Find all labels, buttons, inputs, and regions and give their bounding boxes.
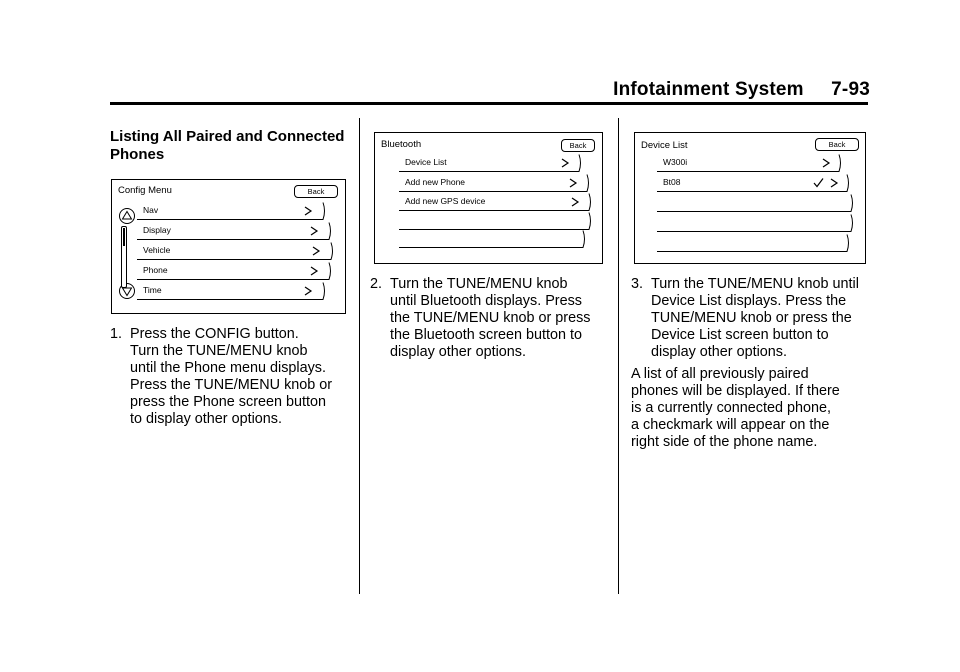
device-item-empty-3[interactable] — [657, 234, 851, 252]
column-divider-1 — [359, 118, 360, 594]
chevron-right-icon — [572, 198, 578, 206]
device-list-title: Device List — [641, 140, 688, 151]
device-list-back-button[interactable]: Back — [815, 138, 859, 151]
chevron-right-icon — [305, 207, 311, 215]
bluetooth-back-button[interactable]: Back — [561, 139, 595, 152]
header-rule — [110, 102, 868, 105]
menu-item-empty-1[interactable] — [399, 212, 593, 230]
step-text-line: the Bluetooth screen button to — [390, 327, 583, 343]
menu-item-empty-2[interactable] — [399, 230, 587, 248]
menu-item-label: Phone — [143, 265, 168, 275]
menu-item-label: Add new GPS device — [405, 196, 486, 206]
menu-item-add-new-phone[interactable] — [399, 174, 591, 192]
step-1 — [110, 326, 350, 428]
step-2 — [370, 276, 610, 361]
page-header-title: Infotainment System 7-93 — [613, 79, 870, 100]
step-number: 1. — [110, 326, 123, 342]
device-item-empty-2[interactable] — [657, 214, 855, 232]
menu-item-label: Nav — [143, 205, 159, 215]
chevron-right-icon — [831, 179, 837, 187]
step-text-line: to display other options. — [130, 411, 282, 427]
chevron-right-icon — [311, 227, 317, 235]
menu-item-label: Device List — [405, 157, 447, 167]
step-text-line: display other options. — [651, 344, 787, 360]
menu-item-label: Vehicle — [143, 245, 171, 255]
note-text-line: right side of the phone name. — [631, 434, 818, 450]
menu-item-time[interactable] — [137, 282, 327, 300]
step-text-line: TUNE/MENU knob or press the — [651, 310, 852, 326]
menu-item-label: Display — [143, 225, 171, 235]
menu-item-label: Add new Phone — [405, 177, 466, 187]
step-text-line: the TUNE/MENU knob or press — [390, 310, 591, 326]
bluetooth-title: Bluetooth — [381, 139, 422, 150]
config-menu-title: Config Menu — [118, 185, 172, 196]
step-text-line: Turn the TUNE/MENU knob — [390, 276, 568, 292]
config-back-button[interactable]: Back — [294, 185, 338, 198]
chevron-right-icon — [570, 179, 576, 187]
device-item-empty-1[interactable] — [657, 194, 855, 212]
step-text-line: until Bluetooth displays. Press — [390, 293, 582, 309]
chevron-right-icon — [305, 287, 311, 295]
step-text-line: press the Phone screen button — [130, 394, 327, 410]
chevron-right-icon — [562, 159, 568, 167]
chevron-right-icon — [311, 267, 317, 275]
menu-item-vehicle[interactable] — [137, 242, 335, 260]
step-text-line: display other options. — [390, 344, 526, 360]
note-text-line: a checkmark will appear on the — [631, 417, 830, 433]
step-text-line: Press the CONFIG button. — [130, 326, 299, 342]
step-3 — [631, 276, 871, 361]
step-text-line: Turn the TUNE/MENU knob until — [651, 276, 859, 292]
device-name: W300i — [663, 157, 688, 167]
step-text-line: until the Phone menu displays. — [130, 360, 326, 376]
device-item-bt08[interactable] — [657, 174, 851, 192]
device-item-w300i[interactable] — [657, 154, 843, 172]
note-text-line: is a currently connected phone, — [631, 400, 831, 416]
menu-item-phone[interactable] — [137, 262, 333, 280]
note-text-line: A list of all previously paired — [631, 366, 809, 382]
device-name: Bt08 — [663, 177, 681, 187]
chevron-right-icon — [823, 159, 829, 167]
menu-item-device-list[interactable] — [399, 154, 583, 172]
step-text-line: Turn the TUNE/MENU knob — [130, 343, 308, 359]
chevron-right-icon — [313, 247, 319, 255]
step-text-line: Device List screen button to — [651, 327, 829, 343]
scrollbar-thumb[interactable] — [123, 228, 125, 246]
menu-item-add-new-gps[interactable] — [399, 193, 593, 211]
checkmark-icon — [814, 179, 823, 187]
menu-item-nav[interactable] — [137, 202, 327, 220]
scroll-up-icon[interactable] — [118, 207, 136, 225]
menu-item-display[interactable] — [137, 222, 333, 240]
step-text-line: Press the TUNE/MENU knob or — [130, 377, 333, 393]
note-text-line: phones will be displayed. If there — [631, 383, 840, 399]
scrollbar[interactable] — [121, 226, 127, 288]
column-divider-2 — [618, 118, 619, 594]
step-number: 3. — [631, 276, 644, 292]
step-text-line: Device List displays. Press the — [651, 293, 847, 309]
step-number: 2. — [370, 276, 383, 292]
menu-item-label: Time — [143, 285, 162, 295]
section-heading: Listing All Paired and Connected Phones — [110, 128, 345, 163]
note-paragraph — [631, 366, 871, 451]
